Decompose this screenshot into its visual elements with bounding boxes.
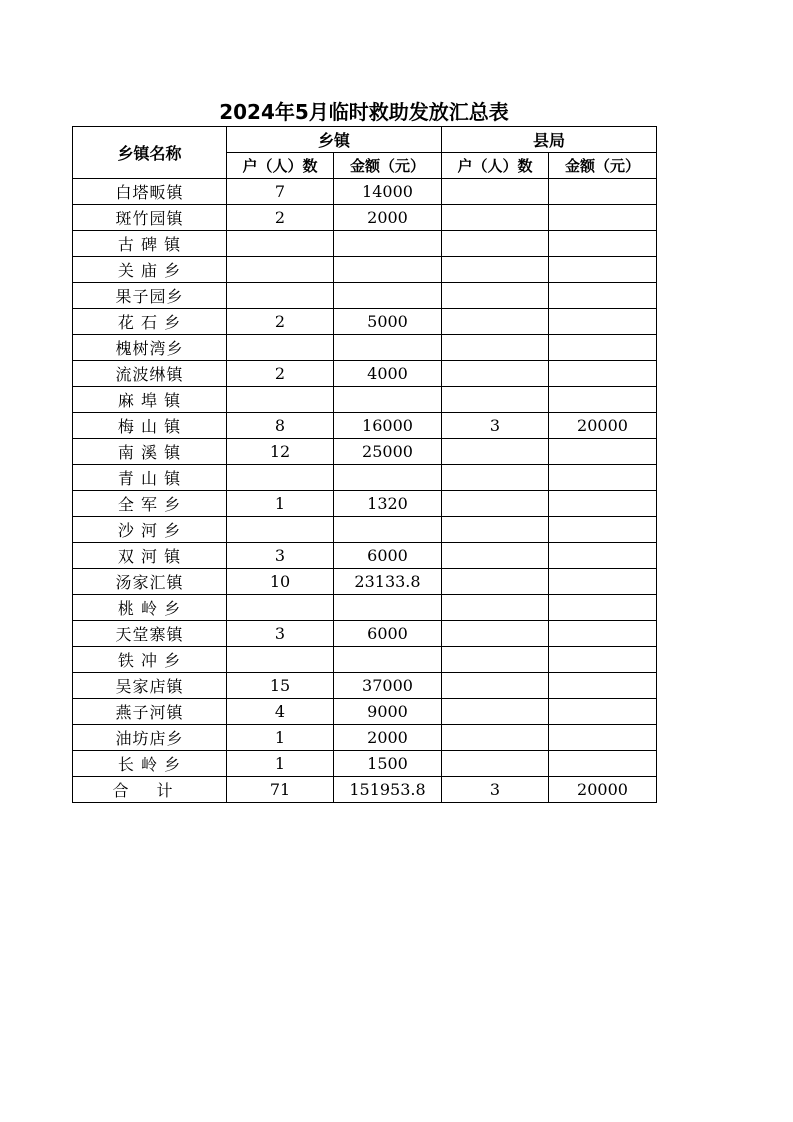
table-row <box>73 205 657 231</box>
table-row <box>73 725 657 751</box>
town-households-cell: 10 <box>227 569 334 595</box>
town-amount-cell <box>334 517 442 543</box>
town-households-cell <box>227 335 334 361</box>
county-amount-cell <box>549 465 657 491</box>
county-households-cell <box>442 491 549 517</box>
table-row <box>73 413 657 439</box>
county-amount-cell <box>549 543 657 569</box>
table-row <box>73 439 657 465</box>
town-households-cell: 12 <box>227 439 334 465</box>
county-households-cell <box>442 621 549 647</box>
county-households-cell <box>442 673 549 699</box>
county-households-cell <box>442 517 549 543</box>
township-name: 全 军 乡 <box>73 491 227 517</box>
county-amount-cell <box>549 699 657 725</box>
township-name: 关 庙 乡 <box>73 257 227 283</box>
town-amount-cell: 14000 <box>334 179 442 205</box>
county-households-cell <box>442 309 549 335</box>
township-name: 桃 岭 乡 <box>73 595 227 621</box>
town-amount-cell: 37000 <box>334 673 442 699</box>
relief-summary-table <box>72 126 657 803</box>
town-households-cell: 15 <box>227 673 334 699</box>
header-county-households: 户（人）数 <box>442 153 549 179</box>
county-households-cell <box>442 257 549 283</box>
table-row <box>73 673 657 699</box>
county-amount-cell <box>549 569 657 595</box>
county-amount-cell <box>549 205 657 231</box>
township-name: 青 山 镇 <box>73 465 227 491</box>
town-amount-cell: 16000 <box>334 413 442 439</box>
total-row <box>73 777 657 803</box>
county-amount-cell: 20000 <box>549 413 657 439</box>
county-households-cell <box>442 179 549 205</box>
total-town-count: 71 <box>227 777 334 803</box>
table-row <box>73 751 657 777</box>
county-households-cell <box>442 595 549 621</box>
township-name: 古 碑 镇 <box>73 231 227 257</box>
town-amount-cell <box>334 257 442 283</box>
county-households-cell <box>442 751 549 777</box>
table-row <box>73 699 657 725</box>
county-households-cell <box>442 361 549 387</box>
county-amount-cell <box>549 231 657 257</box>
town-amount-cell: 5000 <box>334 309 442 335</box>
county-households-cell <box>442 231 549 257</box>
table-row <box>73 231 657 257</box>
town-households-cell <box>227 595 334 621</box>
town-amount-cell: 2000 <box>334 205 442 231</box>
town-amount-cell <box>334 595 442 621</box>
township-name: 铁 冲 乡 <box>73 647 227 673</box>
town-households-cell <box>227 231 334 257</box>
table-body <box>73 179 657 777</box>
header-township-name: 乡镇名称 <box>73 127 227 179</box>
county-amount-cell <box>549 387 657 413</box>
township-name: 天堂寨镇 <box>73 621 227 647</box>
county-amount-cell <box>549 335 657 361</box>
town-amount-cell: 1320 <box>334 491 442 517</box>
town-households-cell: 1 <box>227 491 334 517</box>
county-households-cell <box>442 387 549 413</box>
township-name: 梅 山 镇 <box>73 413 227 439</box>
header-town-households: 户（人）数 <box>227 153 334 179</box>
county-amount-cell <box>549 257 657 283</box>
county-amount-cell <box>549 283 657 309</box>
township-name: 吴家店镇 <box>73 673 227 699</box>
table-row <box>73 179 657 205</box>
township-name: 麻 埠 镇 <box>73 387 227 413</box>
county-households-cell <box>442 725 549 751</box>
header-group-town: 乡镇 <box>227 127 442 153</box>
town-amount-cell: 1500 <box>334 751 442 777</box>
total-label: 合计 <box>73 777 227 803</box>
town-amount-cell <box>334 283 442 309</box>
county-amount-cell <box>549 621 657 647</box>
town-households-cell: 7 <box>227 179 334 205</box>
town-households-cell <box>227 257 334 283</box>
table-row <box>73 465 657 491</box>
table-row <box>73 309 657 335</box>
town-amount-cell <box>334 335 442 361</box>
table-row <box>73 361 657 387</box>
town-amount-cell <box>334 647 442 673</box>
table-row <box>73 595 657 621</box>
table-row <box>73 543 657 569</box>
town-households-cell: 2 <box>227 205 334 231</box>
county-amount-cell <box>549 439 657 465</box>
header-county-amount: 金额（元） <box>549 153 657 179</box>
township-name: 燕子河镇 <box>73 699 227 725</box>
township-name: 双 河 镇 <box>73 543 227 569</box>
town-households-cell <box>227 647 334 673</box>
county-households-cell <box>442 699 549 725</box>
county-amount-cell <box>549 595 657 621</box>
town-amount-cell: 4000 <box>334 361 442 387</box>
header-town-amount: 金额（元） <box>334 153 442 179</box>
town-amount-cell: 6000 <box>334 621 442 647</box>
county-amount-cell <box>549 751 657 777</box>
county-households-cell <box>442 569 549 595</box>
table-header <box>73 127 657 179</box>
county-amount-cell <box>549 673 657 699</box>
town-households-cell: 4 <box>227 699 334 725</box>
town-amount-cell: 25000 <box>334 439 442 465</box>
county-amount-cell <box>549 361 657 387</box>
township-name: 油坊店乡 <box>73 725 227 751</box>
township-name: 沙 河 乡 <box>73 517 227 543</box>
township-name: 白塔畈镇 <box>73 179 227 205</box>
table-row <box>73 491 657 517</box>
town-amount-cell <box>334 465 442 491</box>
town-amount-cell <box>334 231 442 257</box>
header-row-groups <box>73 127 657 153</box>
town-households-cell <box>227 517 334 543</box>
total-county-count: 3 <box>442 777 549 803</box>
township-name: 果子园乡 <box>73 283 227 309</box>
town-amount-cell: 9000 <box>334 699 442 725</box>
total-county-amount: 20000 <box>549 777 657 803</box>
page-title: 2024年5月临时救助发放汇总表 <box>219 100 509 124</box>
county-households-cell <box>442 283 549 309</box>
table-row <box>73 569 657 595</box>
town-households-cell: 3 <box>227 621 334 647</box>
town-households-cell: 2 <box>227 361 334 387</box>
table-row <box>73 283 657 309</box>
town-households-cell <box>227 283 334 309</box>
town-households-cell: 3 <box>227 543 334 569</box>
county-amount-cell <box>549 491 657 517</box>
county-amount-cell <box>549 647 657 673</box>
table-row <box>73 647 657 673</box>
county-households-cell <box>442 543 549 569</box>
county-households-cell <box>442 647 549 673</box>
town-households-cell: 1 <box>227 725 334 751</box>
county-households-cell <box>442 205 549 231</box>
county-amount-cell <box>549 725 657 751</box>
total-town-amount: 151953.8 <box>334 777 442 803</box>
county-households-cell <box>442 335 549 361</box>
township-name: 汤家汇镇 <box>73 569 227 595</box>
table-row <box>73 621 657 647</box>
table-row <box>73 517 657 543</box>
county-amount-cell <box>549 309 657 335</box>
town-households-cell: 1 <box>227 751 334 777</box>
county-households-cell <box>442 439 549 465</box>
table-footer <box>73 777 657 803</box>
township-name: 南 溪 镇 <box>73 439 227 465</box>
county-amount-cell <box>549 179 657 205</box>
town-households-cell: 8 <box>227 413 334 439</box>
table-row <box>73 335 657 361</box>
town-households-cell: 2 <box>227 309 334 335</box>
table-row <box>73 387 657 413</box>
county-amount-cell <box>549 517 657 543</box>
table-row <box>73 257 657 283</box>
county-households-cell: 3 <box>442 413 549 439</box>
county-households-cell <box>442 465 549 491</box>
town-households-cell <box>227 387 334 413</box>
town-amount-cell: 23133.8 <box>334 569 442 595</box>
township-name: 花 石 乡 <box>73 309 227 335</box>
town-households-cell <box>227 465 334 491</box>
township-name: 流波𬘭镇 <box>73 361 227 387</box>
township-name: 槐树湾乡 <box>73 335 227 361</box>
town-amount-cell: 6000 <box>334 543 442 569</box>
township-name: 斑竹园镇 <box>73 205 227 231</box>
town-amount-cell: 2000 <box>334 725 442 751</box>
header-group-county: 县局 <box>442 127 657 153</box>
township-name: 长 岭 乡 <box>73 751 227 777</box>
town-amount-cell <box>334 387 442 413</box>
